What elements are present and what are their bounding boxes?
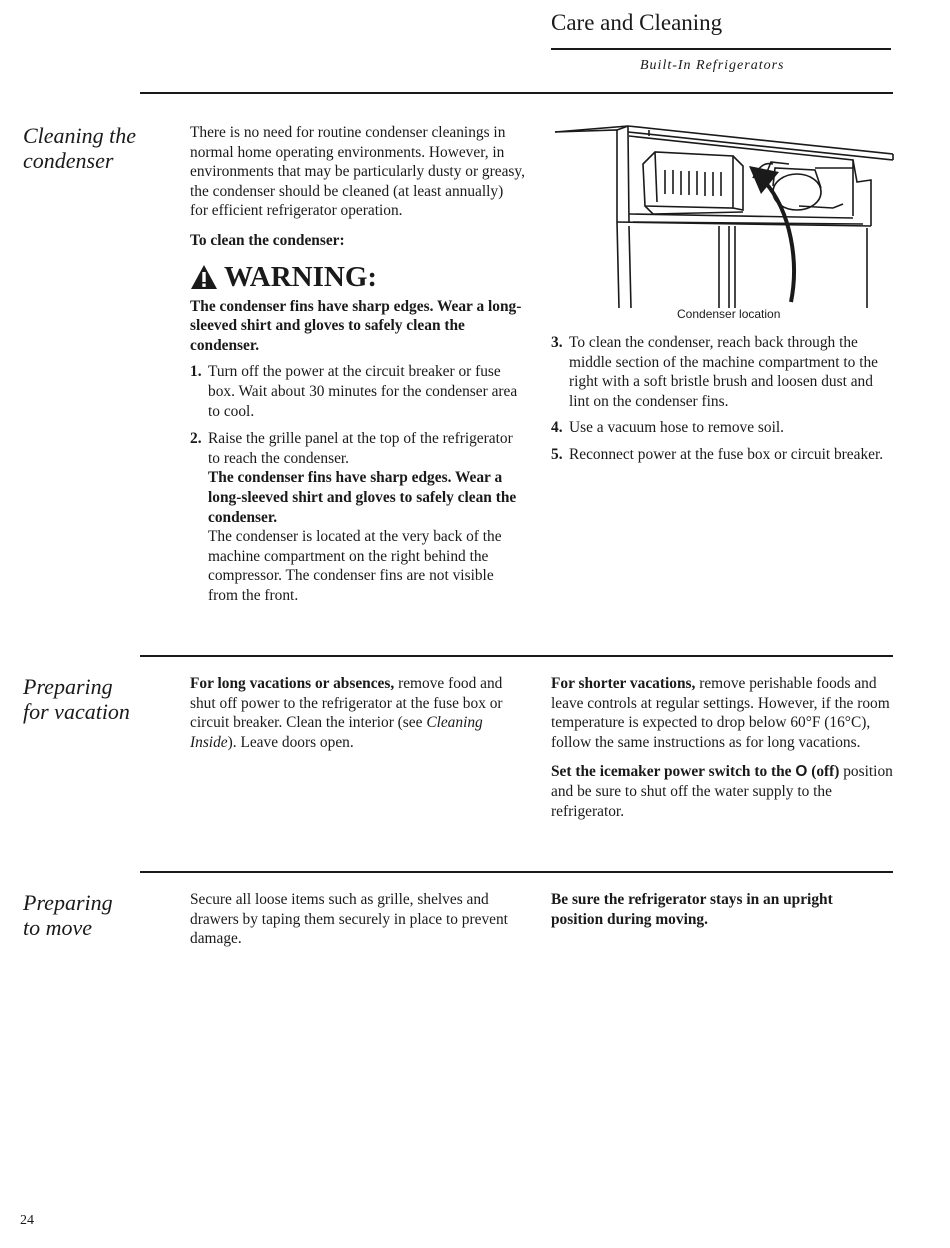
step-body xyxy=(208,429,525,605)
page-number: 24 xyxy=(20,1213,34,1228)
move-right-column xyxy=(551,890,881,929)
icemaker-lead: Set the icemaker power switch to the xyxy=(551,763,796,781)
cross-reference: Cleaning Inside xyxy=(190,714,483,751)
step-warning-text: The condenser fins have sharp edges. Wear a long-sleeved shirt and gloves to safely clean the condenser. xyxy=(208,469,517,526)
long-vacation-paragraph xyxy=(190,674,525,752)
heading-line: Preparing xyxy=(23,890,113,915)
long-vacation-text: remove food and shut off power to the refrigerator at the fuse box or circuit breaker. Clean the interior (see xyxy=(190,675,503,732)
step-location-text: The condenser is located at the very back of the machine compartment on the right behind the compressor. The condenser fins are not visible from the front. xyxy=(208,528,502,604)
step-text: Turn off the power at the circuit breaker or fuse box. Wait about 30 minutes for the condenser area to cool. xyxy=(208,363,518,420)
section-heading-vacation xyxy=(23,674,130,724)
to-clean-heading: To clean the condenser: xyxy=(190,231,345,249)
heading-line: condenser xyxy=(23,148,114,173)
long-vacation-text-end: ). Leave doors open. xyxy=(227,733,354,751)
list-item xyxy=(551,418,891,438)
step-text: Use a vacuum hose to remove soil. xyxy=(569,419,784,437)
heading-line: Cleaning the xyxy=(23,123,137,148)
long-vacation-lead: For long vacations or absences, xyxy=(190,675,395,692)
section-heading-move xyxy=(23,890,113,940)
section-heading-condenser xyxy=(23,123,136,173)
icemaker-text: position and be sure to shut off the water supply to the refrigerator. xyxy=(551,763,893,820)
move-upright-note: Be sure the refrigerator stays in an upright position during moving. xyxy=(551,891,833,928)
header-rule xyxy=(140,92,893,94)
short-vacation-text: remove perishable foods and leave controls at regular settings. However, if the room temperature is expected to drop below 60°F (16°C), follow the same instructions as for long vacations. xyxy=(551,675,890,751)
step-text: Reconnect power at the fuse box or circuit breaker. xyxy=(569,445,884,463)
move-left-column xyxy=(190,890,525,949)
step-number: 5. xyxy=(551,445,563,463)
heading-line: for vacation xyxy=(23,699,130,724)
move-instructions: Secure all loose items such as grille, shelves and drawers by taping them securely in place to prevent damage. xyxy=(190,891,508,948)
vacation-right-column xyxy=(551,674,896,821)
step-number: 3. xyxy=(551,334,563,351)
warning-triangle-icon xyxy=(190,264,218,290)
step-text: To clean the condenser, reach back through the middle section of the machine compartment to the right with a soft bristle brush and loosen dust and lint on the condenser fins. xyxy=(569,334,879,410)
icemaker-paragraph xyxy=(551,762,896,821)
list-item xyxy=(551,445,891,465)
page-header-title: Care and Cleaning xyxy=(551,10,723,35)
heading-line: to move xyxy=(23,915,93,940)
off-symbol: O xyxy=(795,763,808,781)
list-item xyxy=(190,429,525,605)
warning-text: The condenser fins have sharp edges. Wear a long-sleeved shirt and gloves to safely clean the condenser. xyxy=(190,297,522,354)
short-vacation-paragraph xyxy=(551,674,896,752)
condenser-right-column xyxy=(551,325,891,465)
warning-word: WARNING: xyxy=(224,260,378,293)
section-divider xyxy=(140,655,893,657)
condenser-location-illustration xyxy=(553,122,895,308)
vacation-left-column xyxy=(190,674,525,752)
list-item xyxy=(190,362,525,421)
step-number: 1. xyxy=(190,363,202,381)
icemaker-off-label: (off) xyxy=(807,763,840,781)
warning-banner xyxy=(190,261,525,293)
illustration-caption: Condenser location xyxy=(677,307,781,321)
section-divider xyxy=(140,871,893,873)
header-short-rule xyxy=(551,48,891,50)
page-header-subtitle: Built-In Refrigerators xyxy=(640,58,785,73)
step-text: Raise the grille panel at the top of the refrigerator to reach the condenser. xyxy=(208,430,513,467)
list-item xyxy=(551,333,891,411)
condenser-left-column xyxy=(190,123,525,605)
step-number: 4. xyxy=(551,419,563,437)
heading-line: Preparing xyxy=(23,674,113,699)
step-number: 2. xyxy=(190,430,202,448)
short-vacation-lead: For shorter vacations, xyxy=(551,675,696,692)
condenser-intro: There is no need for routine condenser cleanings in normal home operating environments. However, in environments that may be particularly dusty or greasy, the condenser should be cleaned (at least annually) for efficient refrigerator operation. xyxy=(190,124,525,220)
